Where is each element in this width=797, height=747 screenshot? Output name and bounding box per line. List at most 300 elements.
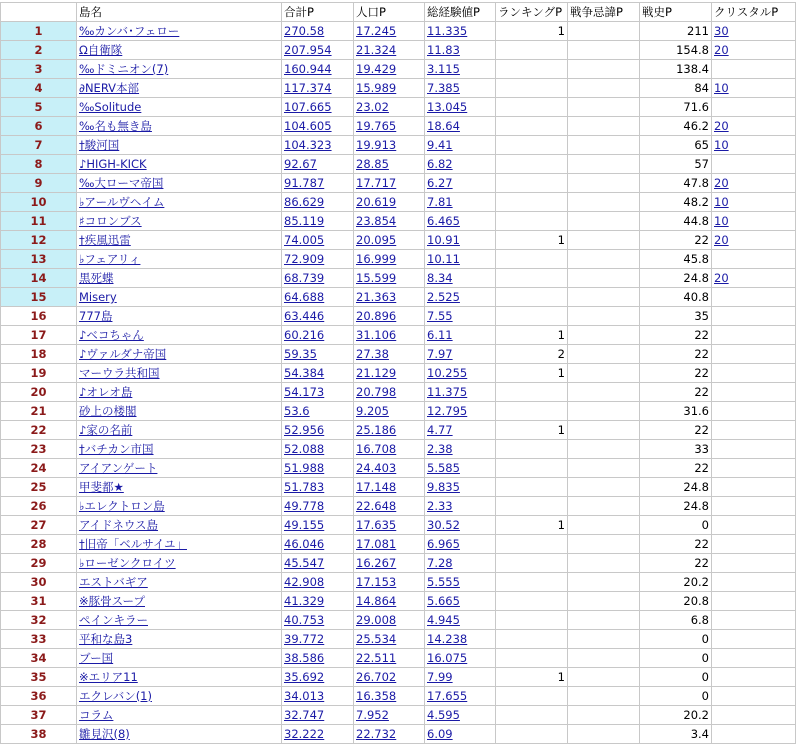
war-aversion-cell[interactable] xyxy=(568,41,640,60)
header-corner[interactable] xyxy=(1,3,77,22)
population-cell[interactable]: 9.205 xyxy=(354,402,425,421)
war-aversion-cell[interactable] xyxy=(568,231,640,250)
war-aversion-cell[interactable] xyxy=(568,421,640,440)
population-cell[interactable]: 20.798 xyxy=(354,383,425,402)
experience-cell[interactable]: 11.83 xyxy=(425,41,496,60)
crystal-cell[interactable] xyxy=(712,60,796,79)
ranking-cell[interactable] xyxy=(496,136,568,155)
crystal-cell[interactable] xyxy=(712,535,796,554)
war-aversion-cell[interactable] xyxy=(568,98,640,117)
island-name-link[interactable]: ∂NERV本部 xyxy=(77,79,282,98)
island-name-link[interactable]: ♯コロンブス xyxy=(77,212,282,231)
population-cell[interactable]: 16.999 xyxy=(354,250,425,269)
island-name-link[interactable]: アイドネウス島 xyxy=(77,516,282,535)
total-cell[interactable]: 38.586 xyxy=(282,649,354,668)
ranking-cell[interactable] xyxy=(496,193,568,212)
population-cell[interactable]: 17.717 xyxy=(354,174,425,193)
rank-cell[interactable]: 35 xyxy=(1,668,77,687)
ranking-cell[interactable] xyxy=(496,630,568,649)
population-cell[interactable]: 17.153 xyxy=(354,573,425,592)
population-cell[interactable]: 25.186 xyxy=(354,421,425,440)
header-ranking[interactable]: ランキングP xyxy=(496,3,568,22)
island-name-link[interactable]: ※豚骨スープ xyxy=(77,592,282,611)
ranking-cell[interactable] xyxy=(496,592,568,611)
ranking-cell[interactable] xyxy=(496,554,568,573)
rank-cell[interactable]: 27 xyxy=(1,516,77,535)
island-name-link[interactable]: ♭エレクトロン島 xyxy=(77,497,282,516)
war-aversion-cell[interactable] xyxy=(568,440,640,459)
ranking-cell[interactable] xyxy=(496,459,568,478)
experience-cell[interactable]: 7.81 xyxy=(425,193,496,212)
total-cell[interactable]: 51.783 xyxy=(282,478,354,497)
war-history-cell[interactable]: 65 xyxy=(640,136,712,155)
population-cell[interactable]: 7.952 xyxy=(354,706,425,725)
population-cell[interactable]: 19.429 xyxy=(354,60,425,79)
war-aversion-cell[interactable] xyxy=(568,668,640,687)
ranking-cell[interactable]: 2 xyxy=(496,345,568,364)
war-history-cell[interactable]: 20.2 xyxy=(640,706,712,725)
island-name-link[interactable]: †疾風迅雷 xyxy=(77,231,282,250)
experience-cell[interactable]: 4.945 xyxy=(425,611,496,630)
experience-cell[interactable]: 17.655 xyxy=(425,687,496,706)
island-name-link[interactable]: ※エリア11 xyxy=(77,668,282,687)
total-cell[interactable]: 117.374 xyxy=(282,79,354,98)
population-cell[interactable]: 29.008 xyxy=(354,611,425,630)
header-total[interactable]: 合計P xyxy=(282,3,354,22)
population-cell[interactable]: 21.363 xyxy=(354,288,425,307)
island-name-link[interactable]: ♪家の名前 xyxy=(77,421,282,440)
experience-cell[interactable]: 3.115 xyxy=(425,60,496,79)
population-cell[interactable]: 21.324 xyxy=(354,41,425,60)
rank-cell[interactable]: 3 xyxy=(1,60,77,79)
war-history-cell[interactable]: 45.8 xyxy=(640,250,712,269)
population-cell[interactable]: 17.081 xyxy=(354,535,425,554)
crystal-cell[interactable] xyxy=(712,155,796,174)
population-cell[interactable]: 20.619 xyxy=(354,193,425,212)
header-war-aversion[interactable]: 戦争忌諱P xyxy=(568,3,640,22)
war-history-cell[interactable]: 0 xyxy=(640,630,712,649)
population-cell[interactable]: 19.765 xyxy=(354,117,425,136)
experience-cell[interactable]: 9.835 xyxy=(425,478,496,497)
crystal-cell[interactable] xyxy=(712,345,796,364)
experience-cell[interactable]: 5.665 xyxy=(425,592,496,611)
war-aversion-cell[interactable] xyxy=(568,459,640,478)
war-history-cell[interactable]: 22 xyxy=(640,535,712,554)
crystal-cell[interactable] xyxy=(712,573,796,592)
war-aversion-cell[interactable] xyxy=(568,307,640,326)
war-history-cell[interactable]: 22 xyxy=(640,383,712,402)
ranking-cell[interactable]: 1 xyxy=(496,364,568,383)
rank-cell[interactable]: 4 xyxy=(1,79,77,98)
rank-cell[interactable]: 25 xyxy=(1,478,77,497)
war-aversion-cell[interactable] xyxy=(568,174,640,193)
total-cell[interactable]: 51.988 xyxy=(282,459,354,478)
war-history-cell[interactable]: 47.8 xyxy=(640,174,712,193)
war-aversion-cell[interactable] xyxy=(568,402,640,421)
crystal-cell[interactable] xyxy=(712,478,796,497)
experience-cell[interactable]: 10.11 xyxy=(425,250,496,269)
island-name-link[interactable]: 砂上の楼閣 xyxy=(77,402,282,421)
rank-cell[interactable]: 32 xyxy=(1,611,77,630)
island-name-link[interactable]: アイアンゲート xyxy=(77,459,282,478)
crystal-cell[interactable] xyxy=(712,668,796,687)
war-history-cell[interactable]: 71.6 xyxy=(640,98,712,117)
crystal-cell[interactable]: 10 xyxy=(712,193,796,212)
rank-cell[interactable]: 19 xyxy=(1,364,77,383)
island-name-link[interactable]: ♭フェアリィ xyxy=(77,250,282,269)
island-name-link[interactable]: ‰大ローマ帝国 xyxy=(77,174,282,193)
war-aversion-cell[interactable] xyxy=(568,345,640,364)
total-cell[interactable]: 52.956 xyxy=(282,421,354,440)
crystal-cell[interactable] xyxy=(712,630,796,649)
island-name-link[interactable]: ♪ベコちゃん xyxy=(77,326,282,345)
war-history-cell[interactable]: 3.4 xyxy=(640,725,712,744)
ranking-cell[interactable] xyxy=(496,288,568,307)
island-name-link[interactable]: ♭ローゼンクロイツ xyxy=(77,554,282,573)
war-history-cell[interactable]: 24.8 xyxy=(640,497,712,516)
population-cell[interactable]: 22.648 xyxy=(354,497,425,516)
crystal-cell[interactable] xyxy=(712,364,796,383)
experience-cell[interactable]: 11.335 xyxy=(425,22,496,41)
crystal-cell[interactable] xyxy=(712,649,796,668)
rank-cell[interactable]: 16 xyxy=(1,307,77,326)
population-cell[interactable]: 21.129 xyxy=(354,364,425,383)
crystal-cell[interactable] xyxy=(712,554,796,573)
experience-cell[interactable]: 16.075 xyxy=(425,649,496,668)
experience-cell[interactable]: 9.41 xyxy=(425,136,496,155)
total-cell[interactable]: 52.088 xyxy=(282,440,354,459)
rank-cell[interactable]: 23 xyxy=(1,440,77,459)
war-aversion-cell[interactable] xyxy=(568,478,640,497)
war-history-cell[interactable]: 31.6 xyxy=(640,402,712,421)
experience-cell[interactable]: 7.385 xyxy=(425,79,496,98)
rank-cell[interactable]: 12 xyxy=(1,231,77,250)
experience-cell[interactable]: 7.99 xyxy=(425,668,496,687)
crystal-cell[interactable] xyxy=(712,592,796,611)
total-cell[interactable]: 207.954 xyxy=(282,41,354,60)
war-aversion-cell[interactable] xyxy=(568,136,640,155)
rank-cell[interactable]: 1 xyxy=(1,22,77,41)
population-cell[interactable]: 14.864 xyxy=(354,592,425,611)
total-cell[interactable]: 104.323 xyxy=(282,136,354,155)
ranking-cell[interactable] xyxy=(496,117,568,136)
island-name-link[interactable]: 甲斐都★ xyxy=(77,478,282,497)
rank-cell[interactable]: 9 xyxy=(1,174,77,193)
crystal-cell[interactable]: 10 xyxy=(712,79,796,98)
war-history-cell[interactable]: 22 xyxy=(640,421,712,440)
island-name-link[interactable]: ‰ドミニオン(7) xyxy=(77,60,282,79)
war-history-cell[interactable]: 33 xyxy=(640,440,712,459)
total-cell[interactable]: 41.329 xyxy=(282,592,354,611)
total-cell[interactable]: 32.747 xyxy=(282,706,354,725)
population-cell[interactable]: 26.702 xyxy=(354,668,425,687)
crystal-cell[interactable]: 20 xyxy=(712,269,796,288)
rank-cell[interactable]: 14 xyxy=(1,269,77,288)
ranking-cell[interactable] xyxy=(496,307,568,326)
rank-cell[interactable]: 11 xyxy=(1,212,77,231)
war-aversion-cell[interactable] xyxy=(568,706,640,725)
ranking-cell[interactable] xyxy=(496,687,568,706)
ranking-cell[interactable] xyxy=(496,725,568,744)
experience-cell[interactable]: 2.38 xyxy=(425,440,496,459)
war-history-cell[interactable]: 20.2 xyxy=(640,573,712,592)
ranking-cell[interactable] xyxy=(496,573,568,592)
war-aversion-cell[interactable] xyxy=(568,364,640,383)
crystal-cell[interactable] xyxy=(712,250,796,269)
war-history-cell[interactable]: 48.2 xyxy=(640,193,712,212)
war-aversion-cell[interactable] xyxy=(568,212,640,231)
ranking-cell[interactable]: 1 xyxy=(496,421,568,440)
ranking-cell[interactable] xyxy=(496,60,568,79)
population-cell[interactable]: 16.708 xyxy=(354,440,425,459)
war-aversion-cell[interactable] xyxy=(568,497,640,516)
total-cell[interactable]: 74.005 xyxy=(282,231,354,250)
island-name-link[interactable]: ♭アールヴヘイム xyxy=(77,193,282,212)
war-history-cell[interactable]: 0 xyxy=(640,668,712,687)
island-name-link[interactable]: ‰カンバ･フェロー xyxy=(77,22,282,41)
experience-cell[interactable]: 18.64 xyxy=(425,117,496,136)
population-cell[interactable]: 27.38 xyxy=(354,345,425,364)
rank-cell[interactable]: 8 xyxy=(1,155,77,174)
war-aversion-cell[interactable] xyxy=(568,326,640,345)
war-history-cell[interactable]: 22 xyxy=(640,554,712,573)
total-cell[interactable]: 40.753 xyxy=(282,611,354,630)
rank-cell[interactable]: 15 xyxy=(1,288,77,307)
ranking-cell[interactable] xyxy=(496,402,568,421)
war-aversion-cell[interactable] xyxy=(568,250,640,269)
population-cell[interactable]: 16.358 xyxy=(354,687,425,706)
war-history-cell[interactable]: 0 xyxy=(640,516,712,535)
ranking-cell[interactable]: 1 xyxy=(496,668,568,687)
island-name-link[interactable]: †駿河国 xyxy=(77,136,282,155)
ranking-cell[interactable] xyxy=(496,98,568,117)
crystal-cell[interactable]: 20 xyxy=(712,231,796,250)
rank-cell[interactable]: 36 xyxy=(1,687,77,706)
island-name-link[interactable]: Misery xyxy=(77,288,282,307)
population-cell[interactable]: 22.732 xyxy=(354,725,425,744)
ranking-cell[interactable] xyxy=(496,269,568,288)
experience-cell[interactable]: 6.09 xyxy=(425,725,496,744)
crystal-cell[interactable]: 20 xyxy=(712,174,796,193)
crystal-cell[interactable] xyxy=(712,98,796,117)
war-aversion-cell[interactable] xyxy=(568,155,640,174)
experience-cell[interactable]: 6.82 xyxy=(425,155,496,174)
war-aversion-cell[interactable] xyxy=(568,516,640,535)
experience-cell[interactable]: 14.238 xyxy=(425,630,496,649)
island-name-link[interactable]: マーウラ共和国 xyxy=(77,364,282,383)
crystal-cell[interactable]: 10 xyxy=(712,212,796,231)
ranking-cell[interactable] xyxy=(496,41,568,60)
experience-cell[interactable]: 13.045 xyxy=(425,98,496,117)
total-cell[interactable]: 72.909 xyxy=(282,250,354,269)
total-cell[interactable]: 42.908 xyxy=(282,573,354,592)
island-name-link[interactable]: 雛見沢(8) xyxy=(77,725,282,744)
total-cell[interactable]: 49.155 xyxy=(282,516,354,535)
total-cell[interactable]: 32.222 xyxy=(282,725,354,744)
island-name-link[interactable]: 黒死蝶 xyxy=(77,269,282,288)
war-aversion-cell[interactable] xyxy=(568,649,640,668)
island-name-link[interactable]: ♪オレオ島 xyxy=(77,383,282,402)
island-name-link[interactable]: エクレバン(1) xyxy=(77,687,282,706)
experience-cell[interactable]: 6.465 xyxy=(425,212,496,231)
ranking-cell[interactable] xyxy=(496,535,568,554)
experience-cell[interactable]: 2.525 xyxy=(425,288,496,307)
island-name-link[interactable]: ペインキラー xyxy=(77,611,282,630)
population-cell[interactable]: 20.896 xyxy=(354,307,425,326)
rank-cell[interactable]: 20 xyxy=(1,383,77,402)
total-cell[interactable]: 64.688 xyxy=(282,288,354,307)
total-cell[interactable]: 46.046 xyxy=(282,535,354,554)
ranking-cell[interactable] xyxy=(496,611,568,630)
total-cell[interactable]: 35.692 xyxy=(282,668,354,687)
experience-cell[interactable]: 4.77 xyxy=(425,421,496,440)
rank-cell[interactable]: 24 xyxy=(1,459,77,478)
war-history-cell[interactable]: 22 xyxy=(640,231,712,250)
header-experience[interactable]: 総経験値P xyxy=(425,3,496,22)
population-cell[interactable]: 16.267 xyxy=(354,554,425,573)
total-cell[interactable]: 107.665 xyxy=(282,98,354,117)
total-cell[interactable]: 86.629 xyxy=(282,193,354,212)
ranking-cell[interactable] xyxy=(496,649,568,668)
total-cell[interactable]: 85.119 xyxy=(282,212,354,231)
population-cell[interactable]: 19.913 xyxy=(354,136,425,155)
total-cell[interactable]: 270.58 xyxy=(282,22,354,41)
rank-cell[interactable]: 5 xyxy=(1,98,77,117)
total-cell[interactable]: 39.772 xyxy=(282,630,354,649)
island-name-link[interactable]: ♪HIGH-KICK xyxy=(77,155,282,174)
island-name-link[interactable]: エストバギア xyxy=(77,573,282,592)
crystal-cell[interactable] xyxy=(712,288,796,307)
ranking-cell[interactable] xyxy=(496,478,568,497)
experience-cell[interactable]: 11.375 xyxy=(425,383,496,402)
war-aversion-cell[interactable] xyxy=(568,193,640,212)
island-name-link[interactable]: 平和な島3 xyxy=(77,630,282,649)
island-name-link[interactable]: 777島 xyxy=(77,307,282,326)
war-history-cell[interactable]: 211 xyxy=(640,22,712,41)
population-cell[interactable]: 20.095 xyxy=(354,231,425,250)
total-cell[interactable]: 160.944 xyxy=(282,60,354,79)
population-cell[interactable]: 22.511 xyxy=(354,649,425,668)
war-aversion-cell[interactable] xyxy=(568,687,640,706)
population-cell[interactable]: 17.245 xyxy=(354,22,425,41)
experience-cell[interactable]: 12.795 xyxy=(425,402,496,421)
war-aversion-cell[interactable] xyxy=(568,117,640,136)
war-history-cell[interactable]: 22 xyxy=(640,326,712,345)
ranking-cell[interactable] xyxy=(496,174,568,193)
ranking-cell[interactable] xyxy=(496,440,568,459)
experience-cell[interactable]: 7.97 xyxy=(425,345,496,364)
war-aversion-cell[interactable] xyxy=(568,383,640,402)
experience-cell[interactable]: 4.595 xyxy=(425,706,496,725)
total-cell[interactable]: 91.787 xyxy=(282,174,354,193)
rank-cell[interactable]: 6 xyxy=(1,117,77,136)
total-cell[interactable]: 54.384 xyxy=(282,364,354,383)
ranking-cell[interactable] xyxy=(496,250,568,269)
total-cell[interactable]: 60.216 xyxy=(282,326,354,345)
war-aversion-cell[interactable] xyxy=(568,22,640,41)
experience-cell[interactable]: 5.555 xyxy=(425,573,496,592)
rank-cell[interactable]: 2 xyxy=(1,41,77,60)
experience-cell[interactable]: 8.34 xyxy=(425,269,496,288)
war-aversion-cell[interactable] xyxy=(568,288,640,307)
population-cell[interactable]: 23.02 xyxy=(354,98,425,117)
ranking-cell[interactable] xyxy=(496,212,568,231)
crystal-cell[interactable] xyxy=(712,307,796,326)
header-war-history[interactable]: 戦史P xyxy=(640,3,712,22)
crystal-cell[interactable] xyxy=(712,516,796,535)
population-cell[interactable]: 17.635 xyxy=(354,516,425,535)
experience-cell[interactable]: 6.965 xyxy=(425,535,496,554)
island-name-link[interactable]: ‰名も無き島 xyxy=(77,117,282,136)
war-history-cell[interactable]: 24.8 xyxy=(640,478,712,497)
rank-cell[interactable]: 28 xyxy=(1,535,77,554)
war-history-cell[interactable]: 138.4 xyxy=(640,60,712,79)
war-history-cell[interactable]: 0 xyxy=(640,687,712,706)
crystal-cell[interactable] xyxy=(712,459,796,478)
ranking-cell[interactable]: 1 xyxy=(496,22,568,41)
rank-cell[interactable]: 30 xyxy=(1,573,77,592)
rank-cell[interactable]: 34 xyxy=(1,649,77,668)
island-name-link[interactable]: ♪ヴァルダナ帝国 xyxy=(77,345,282,364)
total-cell[interactable]: 68.739 xyxy=(282,269,354,288)
war-history-cell[interactable]: 154.8 xyxy=(640,41,712,60)
ranking-cell[interactable] xyxy=(496,155,568,174)
population-cell[interactable]: 23.854 xyxy=(354,212,425,231)
ranking-cell[interactable] xyxy=(496,383,568,402)
total-cell[interactable]: 59.35 xyxy=(282,345,354,364)
rank-cell[interactable]: 37 xyxy=(1,706,77,725)
war-history-cell[interactable]: 84 xyxy=(640,79,712,98)
island-name-link[interactable]: コラム xyxy=(77,706,282,725)
experience-cell[interactable]: 7.28 xyxy=(425,554,496,573)
experience-cell[interactable]: 6.27 xyxy=(425,174,496,193)
total-cell[interactable]: 63.446 xyxy=(282,307,354,326)
crystal-cell[interactable] xyxy=(712,326,796,345)
rank-cell[interactable]: 21 xyxy=(1,402,77,421)
total-cell[interactable]: 92.67 xyxy=(282,155,354,174)
population-cell[interactable]: 15.989 xyxy=(354,79,425,98)
total-cell[interactable]: 104.605 xyxy=(282,117,354,136)
crystal-cell[interactable]: 10 xyxy=(712,136,796,155)
war-history-cell[interactable]: 46.2 xyxy=(640,117,712,136)
total-cell[interactable]: 54.173 xyxy=(282,383,354,402)
rank-cell[interactable]: 38 xyxy=(1,725,77,744)
ranking-cell[interactable]: 1 xyxy=(496,231,568,250)
ranking-cell[interactable]: 1 xyxy=(496,326,568,345)
crystal-cell[interactable] xyxy=(712,402,796,421)
experience-cell[interactable]: 10.255 xyxy=(425,364,496,383)
island-name-link[interactable]: ブー国 xyxy=(77,649,282,668)
total-cell[interactable]: 49.778 xyxy=(282,497,354,516)
rank-cell[interactable]: 31 xyxy=(1,592,77,611)
rank-cell[interactable]: 18 xyxy=(1,345,77,364)
war-history-cell[interactable]: 22 xyxy=(640,364,712,383)
war-history-cell[interactable]: 6.8 xyxy=(640,611,712,630)
rank-cell[interactable]: 33 xyxy=(1,630,77,649)
war-aversion-cell[interactable] xyxy=(568,611,640,630)
population-cell[interactable]: 17.148 xyxy=(354,478,425,497)
rank-cell[interactable]: 10 xyxy=(1,193,77,212)
experience-cell[interactable]: 5.585 xyxy=(425,459,496,478)
rank-cell[interactable]: 7 xyxy=(1,136,77,155)
population-cell[interactable]: 31.106 xyxy=(354,326,425,345)
experience-cell[interactable]: 7.55 xyxy=(425,307,496,326)
war-history-cell[interactable]: 0 xyxy=(640,649,712,668)
crystal-cell[interactable] xyxy=(712,440,796,459)
war-history-cell[interactable]: 35 xyxy=(640,307,712,326)
crystal-cell[interactable]: 30 xyxy=(712,22,796,41)
war-aversion-cell[interactable] xyxy=(568,269,640,288)
